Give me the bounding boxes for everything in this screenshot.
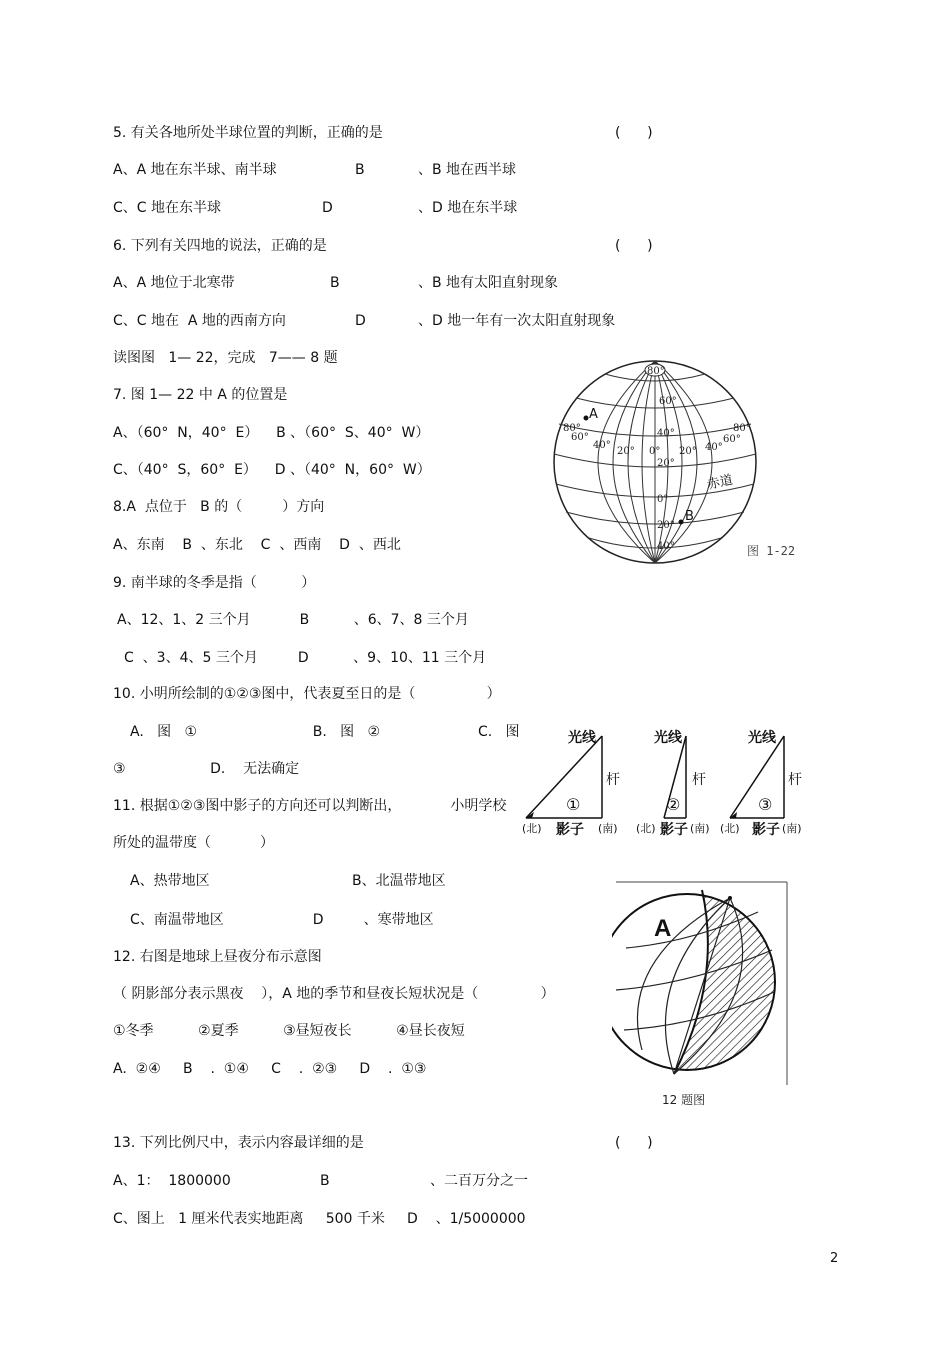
q13-option-d: D 、1/5000000 — [407, 1211, 526, 1227]
q12-options: A. ②④ B . ①④ C . ②③ D . ①③ — [113, 1061, 427, 1077]
q5-option-a: A、A 地在东半球、南半球 — [113, 162, 277, 178]
q13-option-a: A、1： 1800000 — [113, 1173, 231, 1189]
read-figure-instruction: 读图图 1— 22，完成 7—— 8 题 — [113, 350, 338, 366]
lon-label-0: 0° — [649, 446, 661, 457]
south-label-1: (南) — [598, 822, 618, 835]
lat-label-40: 40° — [657, 428, 675, 439]
north-label-3: (北) — [720, 822, 740, 835]
q13-option-c: C、图上 1 厘米代表实地距离 500 千米 — [113, 1211, 385, 1227]
q13-stem: 13. 下列比例尺中，表示内容最详细的是 — [113, 1135, 364, 1151]
page-number: 2 — [830, 1251, 839, 1266]
q5-option-b-letter: B — [355, 162, 365, 178]
pole-label-1: 杆 — [606, 772, 620, 788]
q11-stem-line1: 11. 根据①②③图中影子的方向还可以判断出， 小明学校 — [113, 798, 507, 814]
q6-option-b-letter: B — [330, 275, 340, 291]
shadow-label-2: 影子 — [660, 822, 688, 838]
lon-label-w60: 60° — [571, 432, 589, 443]
equator-label: 赤道 — [705, 472, 735, 493]
q12-point-a-label: A — [654, 915, 672, 942]
q8-options: A、东南 B 、东北 C 、西南 D 、西北 — [113, 537, 401, 553]
lon-label-e20: 20° — [679, 446, 697, 457]
q7-stem: 7. 图 1— 22 中 A 的位置是 — [113, 387, 288, 403]
q7-options-ab: A、（60° N，40° E） B 、（60° S、40° W） — [113, 425, 430, 441]
figure-1-22-caption: 图 1-22 — [747, 544, 796, 558]
figure-1-22-globe — [541, 356, 801, 566]
shadow-diagrams — [520, 726, 820, 842]
lon-label-e60: 60° — [723, 434, 741, 445]
q6-stem: 6. 下列有关四地的说法，正确的是 — [113, 238, 327, 254]
q5-option-c: C、C 地在东半球 — [113, 200, 222, 216]
lat-label-20: 20° — [657, 458, 675, 469]
q12-items: ①冬季 ②夏季 ③昼短夜长 ④昼长夜短 — [113, 1023, 465, 1039]
lon-label-w20: 20° — [617, 446, 635, 457]
q7-options-cd: C、（40° S，60° E） D 、（40° N，60° W） — [113, 462, 431, 478]
ray-label-3: 光线 — [748, 730, 776, 746]
q6-option-d-letter: D — [355, 313, 366, 329]
pole-label-3: 杆 — [788, 772, 802, 788]
south-label-3: (南) — [782, 822, 802, 835]
q12-figure-caption: 12 题图 — [662, 1093, 706, 1107]
q6-option-d: 、D 地一年有一次太阳直射现象 — [418, 313, 616, 329]
q6-answer-paren: ( ) — [615, 238, 653, 254]
ray-label-1: 光线 — [568, 730, 596, 746]
q12-stem-line1: 12. 右图是地球上昼夜分布示意图 — [113, 949, 322, 965]
shadow-label-1: 影子 — [556, 822, 584, 838]
point-b-label: B — [685, 509, 694, 524]
north-label-1: (北) — [522, 822, 542, 835]
shadow-label-3: 影子 — [752, 822, 780, 838]
q6-option-b: 、B 地有太阳直射现象 — [418, 275, 559, 291]
lon-label-w40: 40° — [593, 440, 611, 451]
q11-stem-line2: 所处的温带度（ ） — [113, 835, 274, 851]
q6-option-a: A、A 地位于北寒带 — [113, 275, 235, 291]
diagram-number-3: ③ — [758, 795, 773, 814]
point-a-label: A — [589, 407, 598, 422]
pole-label-2: 杆 — [692, 772, 706, 788]
lon-label-e80: 80° — [733, 423, 751, 434]
lat-label-80: 80° — [647, 366, 665, 377]
ray-label-2: 光线 — [654, 730, 682, 746]
q5-option-b: 、B 地在西半球 — [418, 162, 517, 178]
q9-options-cd: C 、3、4、5 三个月 D 、9、10、11 三个月 — [124, 650, 487, 666]
q10-stem: 10. 小明所绘制的①②③图中，代表夏至日的是（ ） — [113, 686, 501, 702]
q13-option-b-letter: B — [320, 1173, 330, 1189]
q13-answer-paren: ( ) — [615, 1135, 653, 1151]
lat-label-0: 0° — [657, 494, 669, 505]
q9-options-ab: A、12、1、2 三个月 B 、6、7、8 三个月 — [117, 612, 469, 628]
q11-options-cd: C、南温带地区 D 、寒带地区 — [130, 912, 434, 928]
figure-q12-day-night-globe — [612, 880, 792, 1090]
q10-options-line2: ③ D. 无法确定 — [113, 761, 300, 777]
q13-option-b: 、二百万分之一 — [430, 1173, 528, 1189]
diagram-number-2: ② — [666, 795, 681, 814]
lat-label-60: 60° — [659, 396, 677, 407]
q8-stem: 8.A 点位于 B 的（ ）方向 — [113, 499, 325, 515]
north-label-2: (北) — [636, 822, 656, 835]
lat-label-s40: 40° — [657, 541, 675, 552]
q10-options-line1: A. 图 ① B. 图 ② C. 图 — [130, 724, 520, 740]
q5-option-d: 、D 地在东半球 — [418, 200, 518, 216]
q6-option-c: C、C 地在 A 地的西南方向 — [113, 313, 286, 329]
lon-label-e40: 40° — [705, 442, 723, 453]
q5-option-d-letter: D — [322, 200, 333, 216]
diagram-number-1: ① — [566, 795, 581, 814]
south-label-2: (南) — [690, 822, 710, 835]
q11-options-ab: A、热带地区 B、北温带地区 — [130, 873, 446, 889]
q5-stem: 5. 有关各地所处半球位置的判断，正确的是 — [113, 125, 383, 141]
q5-answer-paren: ( ) — [615, 125, 653, 141]
lon-label-w80: 80° — [563, 423, 581, 434]
q9-stem: 9. 南半球的冬季是指（ ） — [113, 575, 316, 591]
q12-stem-line2: （ 阴影部分表示黑夜 ），A 地的季节和昼夜长短状况是（ ） — [113, 986, 555, 1002]
lat-label-s20: 20° — [657, 520, 675, 531]
